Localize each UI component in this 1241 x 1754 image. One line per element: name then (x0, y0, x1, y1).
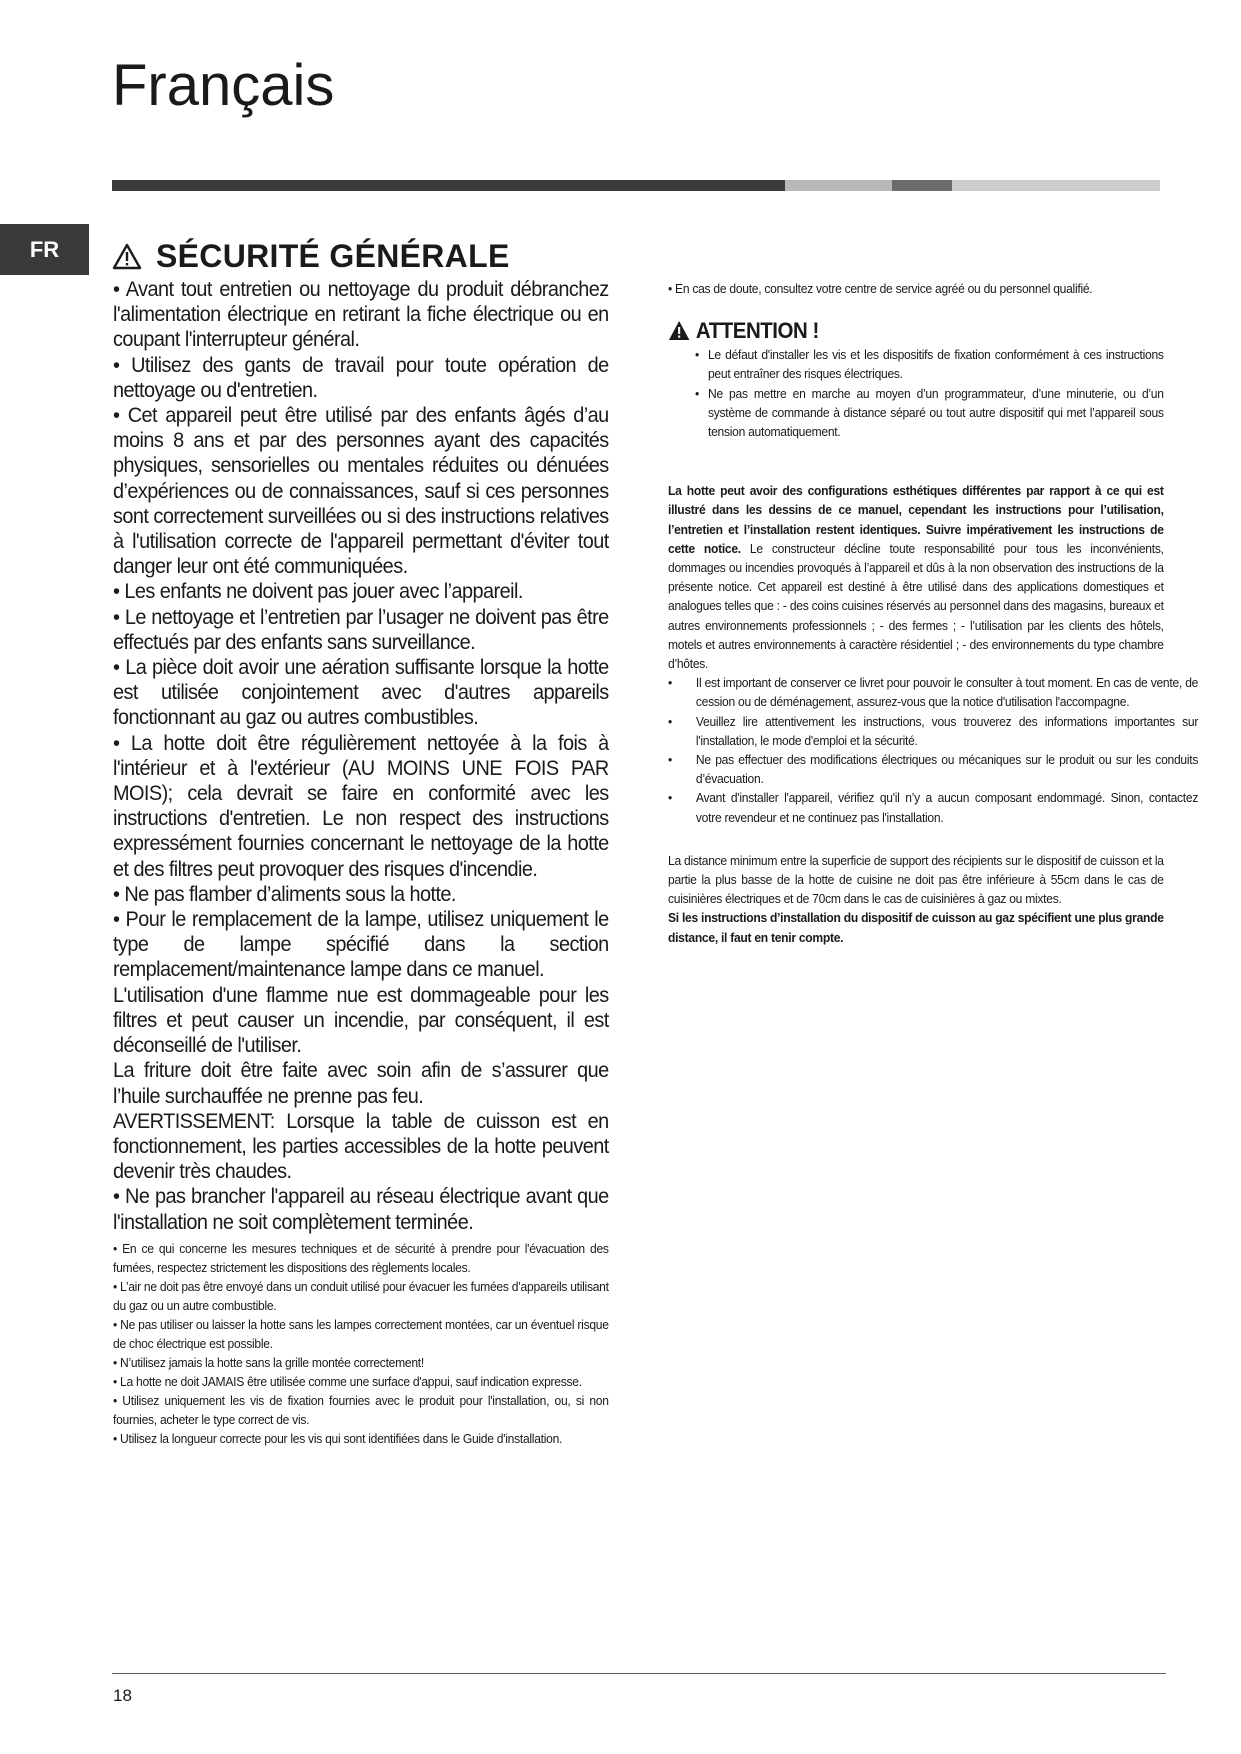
color-bar-segment-dark (112, 180, 785, 191)
attention-heading (668, 318, 1129, 344)
safety-paragraph: • La pièce doit avoir une aération suffisante lorsque la hotte est utilisée conjointement avec d'autres appareils fonctionnant au gaz ou autres combustibles. (113, 655, 609, 730)
page-number: 18 (113, 1686, 132, 1705)
important-item: • Avant d'installer l'appareil, vérifiez qu'il n’y a aucun composant endommagé. Sinon, contactez votre revendeur et ne continuez pas l'installation. (668, 788, 1198, 826)
header-color-bar (112, 180, 1160, 191)
attention-list (668, 345, 1164, 441)
technical-paragraph: • N’utilisez jamais la hotte sans la grille montée correctement! (113, 1354, 424, 1370)
safety-paragraph: • Le nettoyage et l’entretien par l’usager ne doivent pas être effectués par des enfants sans surveillance. (113, 604, 609, 654)
safety-paragraph: • Cet appareil peut être utilisé par des enfants âgés d’au moins 8 ans et par des personnes ayant des capacités physiques, sensorielles ou mentales réduites ou dénuées d’expériences ou de connaissances, sauf si ces personnes sont correctement surveillées ou si des instructions relatives à l'utilisation correcte de l'appareil permettant d'éviter tout danger leur ont été communiquées. (113, 403, 609, 579)
spacer (668, 441, 1164, 481)
warning-triangle-outline-icon (112, 243, 142, 270)
color-bar-segment-dark2 (892, 180, 952, 191)
language-tab: FR (0, 224, 89, 275)
color-bar-segment-mid (785, 180, 892, 191)
configuration-bold-text: La hotte peut avoir des configurations esthétiques différentes par rapport à ce qui est illustré dans les dessins de ce manuel, cependant les instructions pour l’utilisation, l’entretien et l’installation restent identiques. Suivre impérativement les instructions de cette notice. (668, 483, 1164, 556)
left-column (113, 277, 609, 1448)
technical-paragraph: • La hotte ne doit JAMAIS être utilisée comme une surface d'appui, sauf indication expresse. (113, 1373, 582, 1389)
attention-item: • Le défaut d'installer les vis et les dispositifs de fixation conformément à ces instructions peut entraîner des risques électriques. (668, 345, 1164, 383)
important-item: • Il est important de conserver ce livret pour pouvoir le consulter à tout moment. En cas de vente, de cession ou de déménagement, assurez-vous que la notice d'utilisation l'accompagne. (668, 673, 1198, 711)
important-item: • Ne pas effectuer des modifications électriques ou mécaniques sur le produit ou sur les conduits d’évacuation. (668, 750, 1198, 788)
safety-paragraph: • Les enfants ne doivent pas jouer avec l’appareil. (113, 579, 523, 604)
main-safety-list (113, 277, 609, 1235)
right-column (668, 279, 1199, 947)
important-list (668, 673, 1199, 827)
color-bar-segment-light (952, 180, 1160, 191)
doubt-paragraph: • En cas de doute, consultez votre centre de service agréé ou du personnel qualifié. (668, 281, 1093, 296)
safety-paragraph: • Avant tout entretien ou nettoyage du produit débranchez l'alimentation électrique en retirant la fiche électrique ou en coupant l'interrupteur général. (113, 277, 609, 352)
section-title-text: SÉCURITÉ GÉNÉRALE (156, 238, 510, 274)
safety-paragraph: L'utilisation d'une flamme nue est dommageable pour les filtres et peut causer un incendie, par conséquent, il est déconseillé de l'utiliser. (113, 982, 609, 1058)
technical-paragraph: • L’air ne doit pas être envoyé dans un conduit utilisé pour évacuer les fumées d’appareils utilisant du gaz ou un autre combustible. (113, 1278, 609, 1313)
attention-title-text: ATTENTION ! (695, 318, 819, 344)
attention-item: • Ne pas mettre en marche au moyen d’un programmateur, d’une minuterie, ou d’un système de commande à distance séparé ou tout autre dispositif qui met l’appareil sous tension automatiquement. (668, 384, 1164, 442)
section-title (112, 238, 510, 275)
important-item: • Veuillez lire attentivement les instructions, vous trouverez des informations importantes sur l'installation, le mode d'emploi et la sécurité. (668, 712, 1198, 750)
distance-paragraph: La distance minimum entre la superficie de support des récipients sur le dispositif de cuisson et la partie la plus basse de la hotte de cuisine ne doit pas être inférieure à 55cm dans le cas de cuisinières électriques et de 70cm dans le cas de cuisinières à gaz ou mixtes. (668, 852, 1164, 907)
safety-paragraph: La friture doit être faite avec soin afin de s’assurer que l’huile surchauffée ne prenne pas feu. (113, 1058, 609, 1108)
footer-divider (112, 1673, 1166, 1674)
safety-paragraph: • Utilisez des gants de travail pour toute opération de nettoyage ou d'entretien. (113, 352, 609, 402)
safety-paragraph: • Ne pas brancher l'appareil au réseau électrique avant que l'installation ne soit complètement terminée. (113, 1184, 609, 1234)
safety-paragraph: • Pour le remplacement de la lampe, utilisez uniquement le type de lampe spécifié dans la section remplacement/maintenance lampe dans ce manuel. (113, 907, 609, 982)
configuration-paragraph (668, 481, 1164, 673)
technical-paragraph: • Utilisez uniquement les vis de fixation fournies avec le produit pour l'installation, ou, si non fournies, acheter le type correct de vis. (113, 1392, 609, 1427)
spacer (668, 827, 1164, 851)
safety-paragraph: AVERTISSEMENT: Lorsque la table de cuisson est en fonctionnement, les parties accessibles de la hotte peuvent devenir très chaudes. (113, 1108, 609, 1184)
technical-paragraph: • Ne pas utiliser ou laisser la hotte sans les lampes correctement montées, car un éventuel risque de choc électrique est possible. (113, 1316, 609, 1351)
warning-triangle-filled-icon (668, 320, 690, 341)
technical-paragraph: • Utilisez la longueur correcte pour les vis qui sont identifiées dans le Guide d'installation. (113, 1430, 563, 1446)
distance-warning-paragraph: Si les instructions d’installation du dispositif de cuisson au gaz spécifient une plus grande distance, il faut en tenir compte. (668, 910, 1164, 945)
safety-paragraph: • Ne pas flamber d’aliments sous la hotte. (113, 881, 456, 906)
safety-paragraph: • La hotte doit être régulièrement nettoyée à la fois à l'intérieur et à l'extérieur (AU MOINS UNE FOIS PAR MOIS); cela devrait se faire en conformité avec les instructions d'entretien. Le non respect des instructions expressément fournies concernant le nettoyage de la hotte et des filtres peut provoquer des risques d'incendie. (113, 730, 609, 881)
technical-paragraph: • En ce qui concerne les mesures techniques et de sécurité à prendre pour l'évacuation des fumées, respectez strictement les dispositions des règlements locales. (113, 1240, 609, 1275)
technical-safety-list (113, 1239, 609, 1448)
language-title: Français (112, 53, 335, 118)
configuration-text: Le constructeur décline toute responsabilité pour tous les inconvénients, dommages ou incendies provoqués à l’appareil et dûs à la non observation des instructions de la présente notice. Cet appareil est destiné à être utilisé dans des applications domestiques et analogues telles que : - des coins cuisines réservés au personnel dans des magasins, bureaux et autres environnements professionnels ; - des fermes ; - l’utilisation par les clients des hôtels, motels et autres environnements à caractère résidentiel ; - des environnements du type chambre d’hôtes. (668, 540, 1164, 672)
